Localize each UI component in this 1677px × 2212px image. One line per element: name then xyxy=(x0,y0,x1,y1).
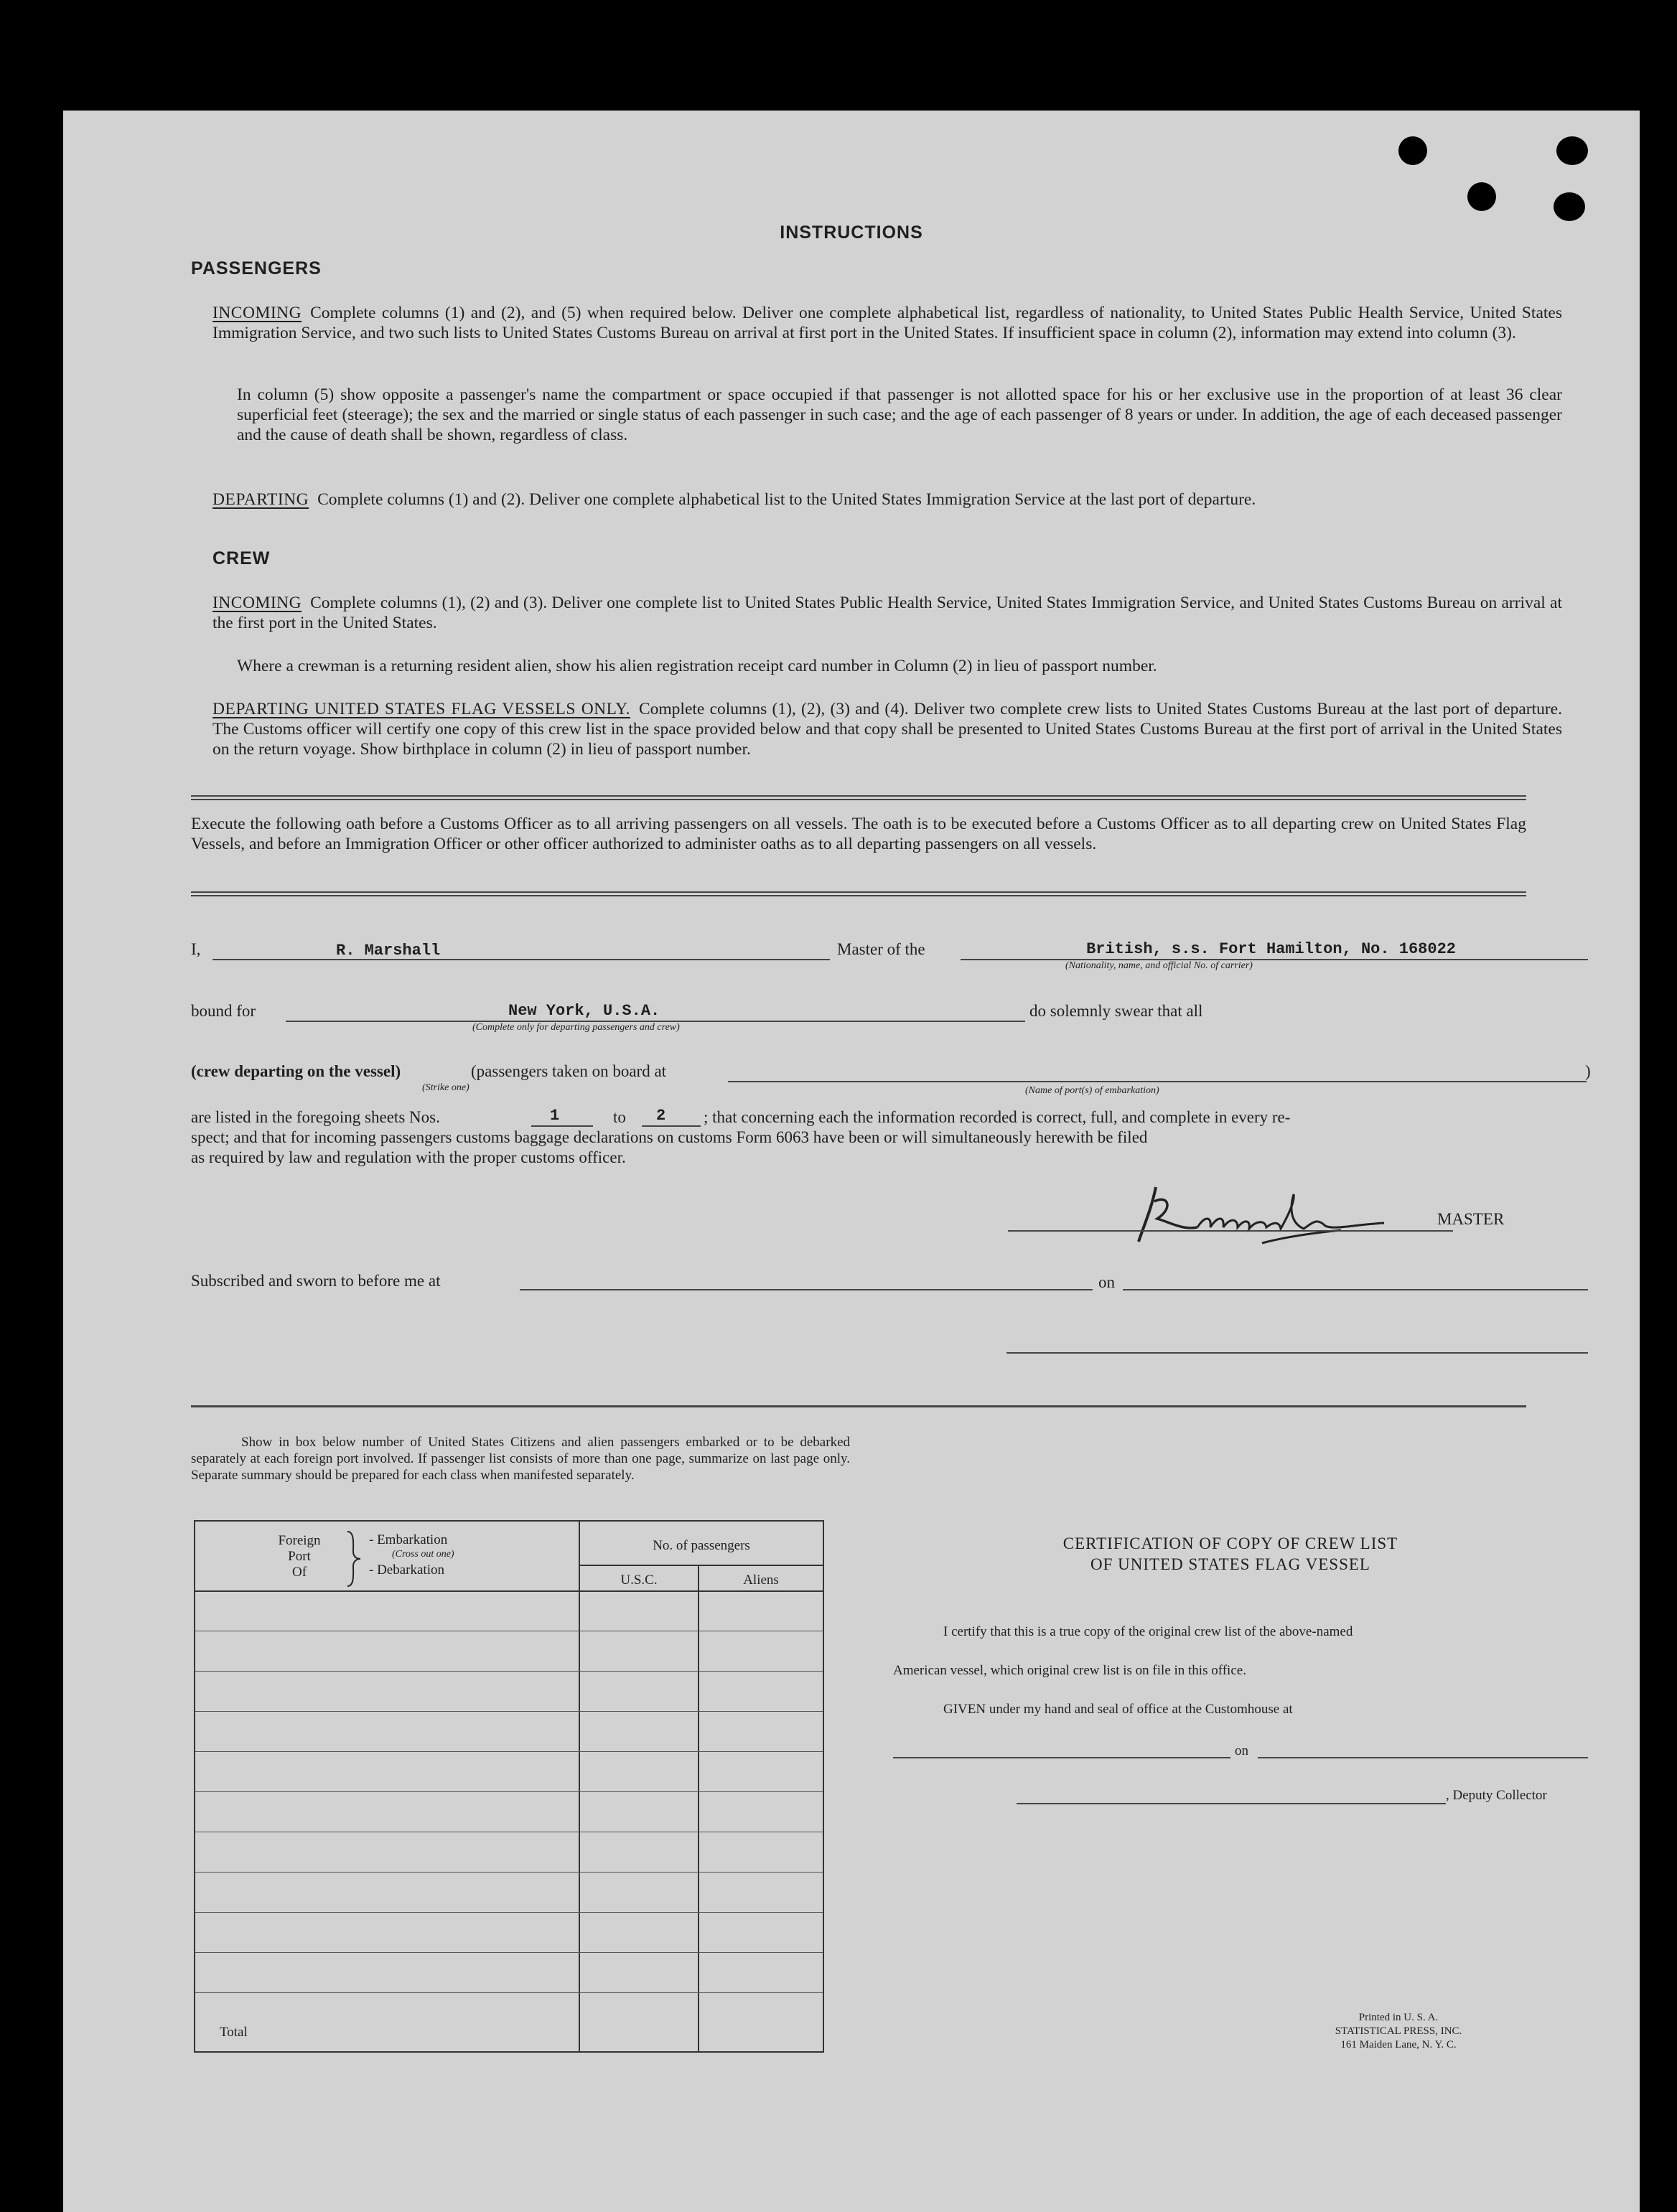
subscribed-on-label: on xyxy=(1098,1273,1115,1291)
bound-for-label: bound for xyxy=(191,1002,256,1020)
no-of-passengers-label: No. of passengers xyxy=(653,1538,750,1553)
divider xyxy=(191,1405,1526,1407)
foreign-label: Foreign xyxy=(278,1533,321,1548)
aliens-column-header: Aliens xyxy=(743,1573,779,1588)
row-line xyxy=(195,1671,823,1672)
printer-line2: STATISTICAL PRESS, INC. xyxy=(1335,2025,1462,2037)
vessel-caption: (Nationality, name, and official No. of carrier) xyxy=(1065,960,1253,971)
to-label: to xyxy=(613,1108,626,1126)
form-page xyxy=(63,111,1640,2212)
column5-paragraph: In column (5) show opposite a passenger's name the compartment or space occupied if that passenger is not allotted space for his or her exclusive use in the proportion of at least 36 clear superficial feet (steerage); the sex and the married or single status of each passenger in such case; and the age of each passenger of 8 years or under. In addition, the age of each deceased passenger and the cause of death shall be shown, regardless of class. xyxy=(237,385,1562,444)
row-line xyxy=(195,1711,823,1712)
oath-instructions: Execute the following oath before a Customs Officer as to all arriving passengers on all vessels. The oath is to be executed before a Customs Officer as to all departing crew on United States Flag Vessels, and before an Immigration Officer or other officer authorized to administer oaths as to all departing passengers on all vessels. xyxy=(191,815,1526,853)
passenger-summary-table xyxy=(194,1520,824,2053)
crew-departing-label: DEPARTING UNITED STATES FLAG VESSELS ONLY. xyxy=(212,700,630,718)
row-line xyxy=(195,1872,823,1873)
passengers-incoming-paragraph xyxy=(212,303,1562,343)
certification-line2: American vessel, which original crew list is on file in this office. xyxy=(893,1663,1246,1678)
subscribed-date-line xyxy=(1123,1289,1588,1290)
swear-label: do solemnly swear that all xyxy=(1029,1002,1203,1020)
listed-line2: spect; and that for incoming passengers customs baggage declarations on customs Form 6063 have been or will simultaneously herewith be filed xyxy=(191,1128,1148,1146)
foreign-port-of-label xyxy=(260,1533,339,1580)
subscribed-label: Subscribed and sworn to before me at xyxy=(191,1272,441,1290)
debarkation-label: - Debarkation xyxy=(369,1562,444,1578)
officer-signature-line xyxy=(1006,1352,1588,1354)
usc-column-header: U.S.C. xyxy=(620,1573,658,1588)
cross-out-caption: (Cross out one) xyxy=(392,1549,454,1560)
printer-imprint xyxy=(1255,2011,1542,2052)
sheet-from-line xyxy=(531,1125,593,1127)
crew-departing-text: Complete columns (1), (2), (3) and (4). Deliver two complete crew lists to United States Customs Bureau at the last port of departure. The Customs officer will certify one copy of this crew list in the space provided below and that copy shall be presented to United States Customs Bureau at the first port of arrival in the United States on the return voyage. Show birthplace in column (2) in lieu of passport number. xyxy=(212,700,1562,759)
certification-on-label: on xyxy=(1235,1743,1248,1758)
of-label: Of xyxy=(291,1565,307,1580)
punch-hole xyxy=(1467,182,1496,211)
divider xyxy=(191,795,1526,800)
sheet-to-value: 2 xyxy=(656,1107,666,1125)
crew-incoming-text: Complete columns (1), (2) and (3). Deliver one complete list to United States Public Health Service, United States Immigration Service, and United States Customs Bureau on arrival at the first port in the United States. xyxy=(212,594,1562,632)
listed-line3: as required by law and regulation with the proper customs officer. xyxy=(191,1148,626,1166)
crew-departing-option: (crew departing on the vessel) xyxy=(191,1062,401,1080)
punch-hole xyxy=(1556,136,1588,165)
crew-incoming-paragraph xyxy=(212,593,1562,633)
destination-value: New York, U.S.A. xyxy=(508,1002,660,1020)
column-divider xyxy=(579,1522,580,2051)
printer-line3: 161 Maiden Lane, N. Y. C. xyxy=(1340,2039,1457,2051)
row-line xyxy=(195,1912,823,1913)
embarkation-label: - Embarkation xyxy=(369,1532,448,1547)
port-label: Port xyxy=(288,1549,311,1564)
row-line xyxy=(195,1791,823,1792)
row-line xyxy=(195,1952,823,1953)
subscribed-place-line xyxy=(520,1289,1093,1290)
passengers-taken-option: (passengers taken on board at xyxy=(471,1062,667,1080)
master-name-value: R. Marshall xyxy=(336,942,441,960)
passengers-departing-label: DEPARTING xyxy=(212,490,309,509)
passengers-incoming-text: Complete columns (1) and (2), and (5) when required below. Deliver one complete alphabetical list, regardless of nationality, to United States Public Health Service, United States Immigration Service, and two such lists to United States Customs Bureau on arrival at first port in the United States. If insufficient space in column (2), information may extend into column (3). xyxy=(212,304,1562,342)
ports-line xyxy=(728,1081,1587,1082)
ports-close-paren: ) xyxy=(1585,1062,1591,1080)
listed-prefix: are listed in the foregoing sheets Nos. xyxy=(191,1108,440,1126)
header-divider xyxy=(579,1565,823,1566)
brace-icon xyxy=(346,1530,362,1588)
sheet-to-line xyxy=(642,1125,701,1127)
customhouse-line xyxy=(893,1757,1230,1758)
master-of-label: Master of the xyxy=(837,940,925,958)
crew-heading: CREW xyxy=(212,548,271,568)
crew-resident-paragraph: Where a crewman is a returning resident alien, show his alien registration receipt card number in Column (2) in lieu of passport number. xyxy=(237,657,1157,675)
certification-date-line xyxy=(1258,1757,1588,1758)
vessel-value: British, s.s. Fort Hamilton, No. 168022 xyxy=(1086,940,1456,958)
column-divider xyxy=(698,1565,699,2051)
punch-hole xyxy=(1554,192,1585,221)
certification-heading-line2: OF UNITED STATES FLAG VESSEL xyxy=(1090,1555,1370,1573)
passengers-incoming-label: INCOMING xyxy=(212,304,302,322)
printer-line1: Printed in U. S. A. xyxy=(1358,2012,1439,2023)
divider xyxy=(191,891,1526,896)
master-signature-line xyxy=(1008,1230,1453,1232)
master-label: MASTER xyxy=(1437,1210,1505,1228)
deputy-collector-label: , Deputy Collector xyxy=(1446,1788,1547,1803)
total-label: Total xyxy=(220,2025,248,2040)
page-title: INSTRUCTIONS xyxy=(780,222,923,243)
passengers-heading: PASSENGERS xyxy=(191,258,322,278)
passengers-departing-paragraph xyxy=(212,489,1562,510)
punch-hole xyxy=(1398,136,1427,165)
certification-heading xyxy=(943,1533,1518,1575)
vessel-line xyxy=(961,959,1588,960)
deputy-collector-line xyxy=(1017,1803,1446,1804)
certification-line1: I certify that this is a true copy of the original crew list of the above-named xyxy=(943,1624,1353,1639)
certification-line3: GIVEN under my hand and seal of office at the Customhouse at xyxy=(943,1702,1293,1717)
crew-departing-paragraph xyxy=(212,699,1562,759)
row-line xyxy=(195,1590,823,1592)
row-line xyxy=(195,1992,823,1993)
certification-heading-line1: CERTIFICATION OF COPY OF CREW LIST xyxy=(1062,1534,1398,1552)
passengers-departing-text: Complete columns (1) and (2). Deliver one complete alphabetical list to the United States Immigration Service at the last port of departure. xyxy=(317,490,1256,509)
strike-caption: (Strike one) xyxy=(422,1082,470,1093)
summary-instructions: Show in box below number of United States Citizens and alien passengers embarked or to be debarked separately at each foreign port involved. If passenger list consists of more than one page, summarize on last page only. Separate summary should be prepared for each class when manifested separately. xyxy=(191,1435,850,1483)
row-line xyxy=(195,1751,823,1752)
master-signature xyxy=(1097,1173,1456,1259)
crew-incoming-label: INCOMING xyxy=(212,594,302,612)
destination-caption: (Complete only for departing passengers and crew) xyxy=(472,1022,680,1033)
ports-caption: (Name of port(s) of embarkation) xyxy=(1025,1085,1159,1096)
master-name-line xyxy=(212,959,830,960)
listed-line1-rest: ; that concerning each the information recorded is correct, full, and complete in every re- xyxy=(704,1108,1291,1126)
oath-i-label: I, xyxy=(191,940,201,958)
sheet-from-value: 1 xyxy=(550,1107,560,1125)
